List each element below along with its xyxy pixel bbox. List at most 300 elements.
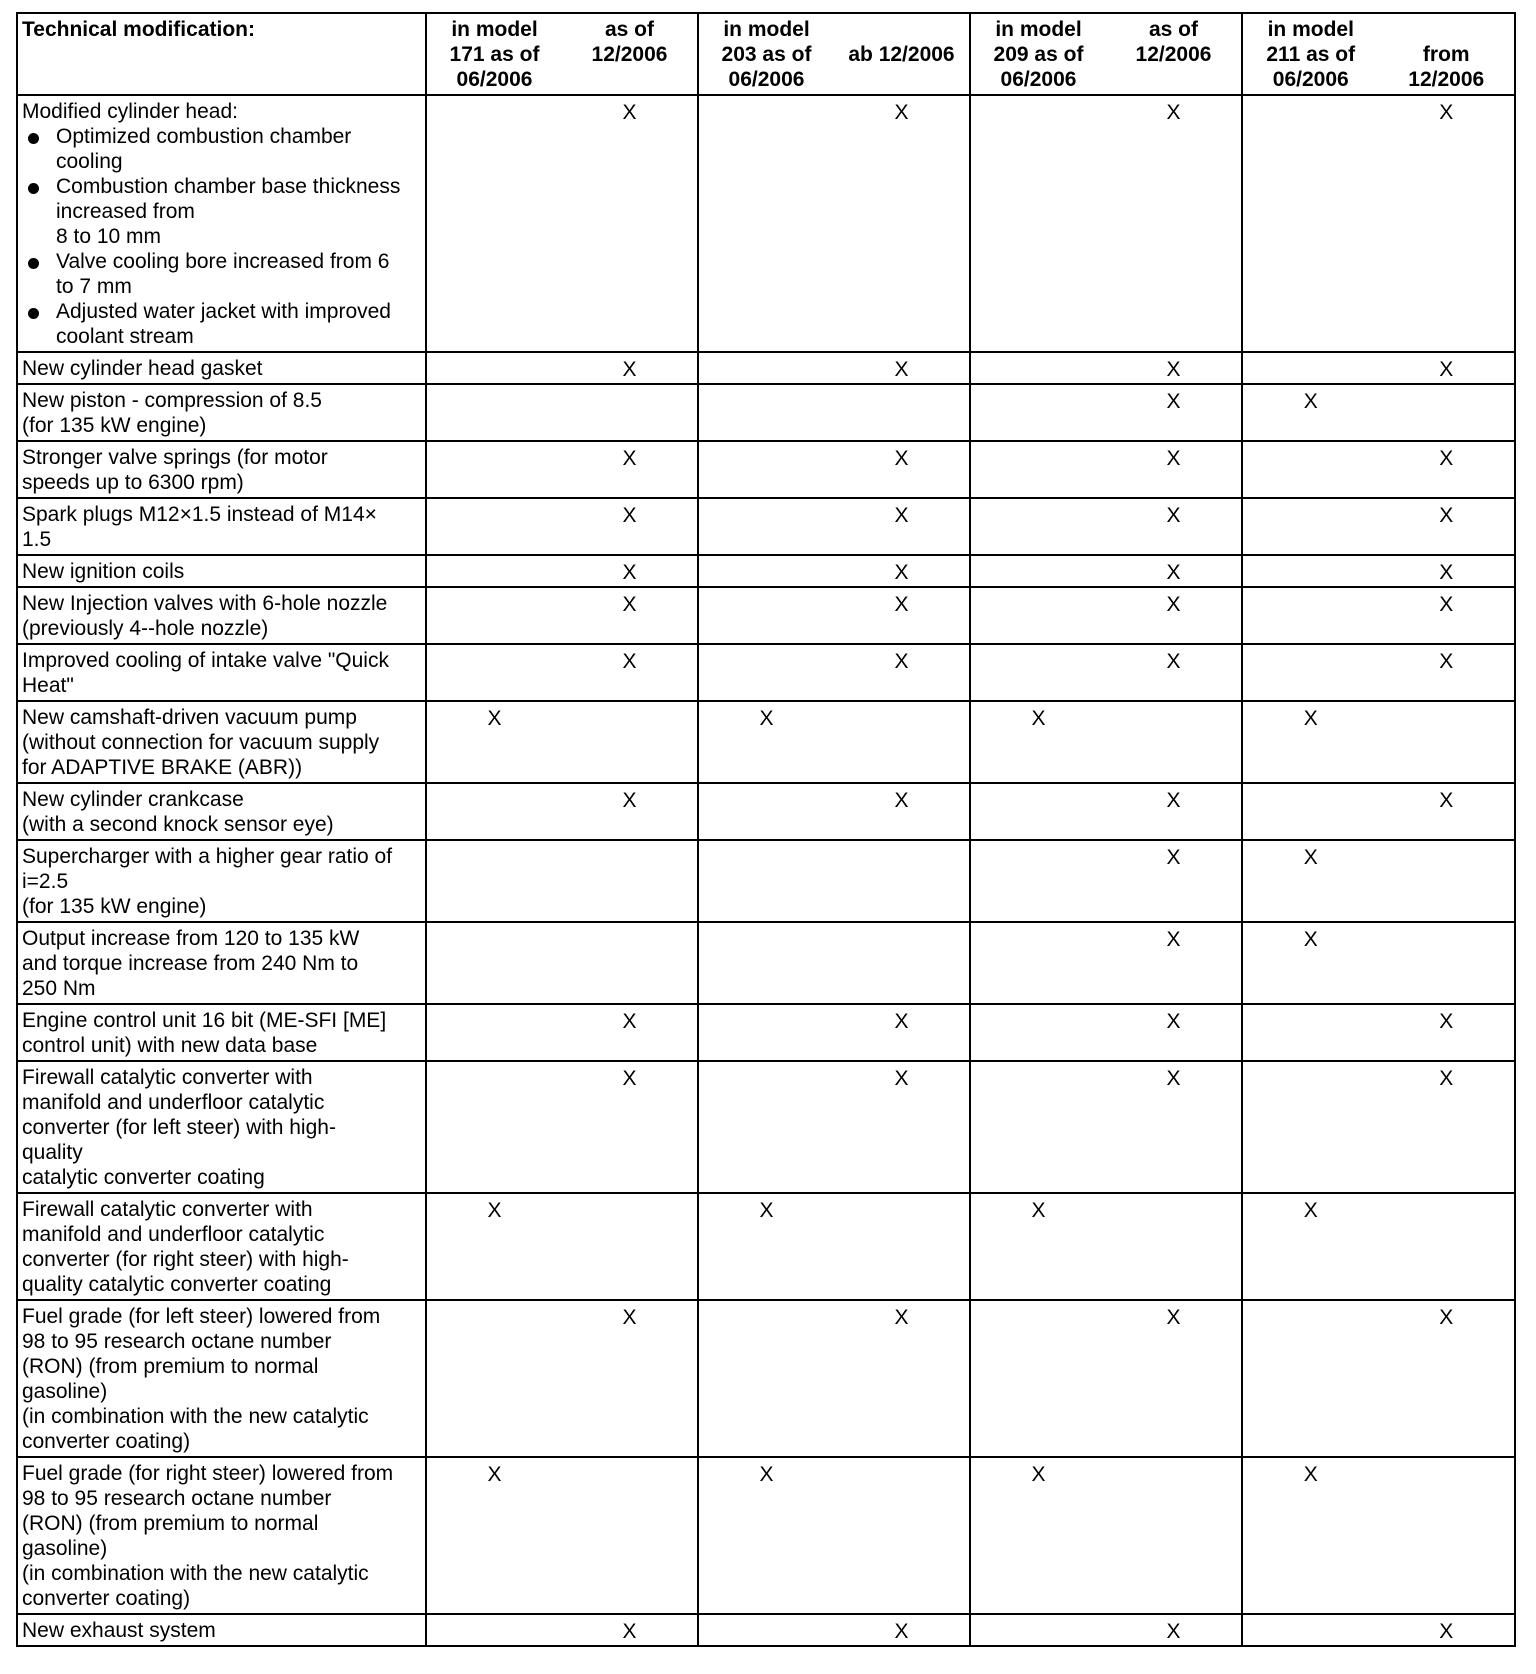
modification-description [17,352,426,384]
x-mark: X [622,358,637,381]
model-cell-group-0 [426,555,698,587]
mark-cell [427,702,562,731]
model-cell-group-2 [970,384,1242,441]
x-mark: X [622,789,637,812]
model-cell-group-0 [426,441,698,498]
model-cell-group-0 [426,644,698,701]
mark-cell [1243,702,1379,731]
model-cell-group-3 [1242,587,1515,644]
bullet-line: Valve cooling bore increased from 6 [56,250,390,273]
model-cell-group-2 [970,1457,1242,1614]
x-mark: X [1166,561,1181,584]
x-mark: X [1166,846,1181,869]
x-mark: X [1166,928,1181,951]
mark-cell [1243,499,1379,528]
mark-cell [1379,385,1515,414]
model-cell-group-2 [970,1061,1242,1193]
mark-cell [699,353,834,382]
modification-description [17,587,426,644]
model-cell-group-0 [426,95,698,352]
mark-cell [971,1005,1106,1034]
model-cell-group-0 [426,498,698,555]
description-line: Engine control unit 16 bit (ME-SFI [ME] [22,1009,387,1032]
x-mark: X [1166,593,1181,616]
modification-description [17,555,426,587]
mark-cell [971,385,1106,414]
mark-cell [427,499,562,528]
description-line: Fuel grade (for right steer) lowered from [22,1462,394,1485]
mark-cell [834,923,969,927]
x-mark: X [1166,650,1181,673]
bullet-line: Adjusted water jacket with improved [56,300,391,323]
description-line: New cylinder head gasket [22,357,263,380]
x-mark: X [622,1010,637,1033]
mark-cell [834,1458,969,1487]
x-mark: X [1303,707,1318,730]
model-cell-group-0 [426,922,698,1004]
mark-cell [971,353,1106,382]
model-cell-group-2 [970,587,1242,644]
x-mark: X [1166,1067,1181,1090]
description-line: converter coating) [22,1430,191,1453]
mark-cell [1379,784,1515,813]
description-line: New Injection valves with 6-hole nozzle [22,592,388,615]
x-mark: X [1439,358,1454,381]
bullet-line: to 7 mm [56,275,132,298]
mark-cell [834,1615,969,1644]
model-cell-group-0 [426,1193,698,1300]
table-row [17,498,1515,555]
model-cell-group-0 [426,587,698,644]
modification-description [17,1614,426,1646]
model-cell-group-1 [698,498,970,555]
header-171-from-12-2006 [562,14,697,92]
mark-cell [834,1005,969,1034]
mark-cell [427,645,562,674]
mark-cell [562,702,697,731]
mark-cell [427,1194,562,1223]
description-line: gasoline) [22,1380,108,1403]
header-211-from-12-2006 [1379,14,1515,92]
description-line: New ignition coils [22,560,185,583]
model-cell-group-0 [426,1061,698,1193]
x-mark: X [1303,846,1318,869]
header-group-171 [426,13,698,95]
description-line: speeds up to 6300 rpm) [22,471,244,494]
x-mark: X [894,447,909,470]
model-cell-group-0 [426,352,698,384]
model-cell-group-2 [970,95,1242,352]
table-row [17,1193,1515,1300]
model-cell-group-3 [1242,922,1515,1004]
mark-cell [1106,702,1241,731]
model-cell-group-1 [698,1614,970,1646]
header-text: 209 as of [993,43,1084,66]
header-group-209 [970,13,1242,95]
mark-cell [834,499,969,528]
table-row [17,701,1515,783]
mark-cell [834,841,969,845]
mark-cell [971,1458,1106,1487]
x-mark: X [622,447,637,470]
x-mark: X [1439,1306,1454,1329]
model-cell-group-1 [698,1061,970,1193]
model-cell-group-3 [1242,1193,1515,1300]
header-text: 12/2006 [1408,68,1485,91]
mark-cell [971,645,1106,674]
modification-description [17,1061,426,1193]
mark-cell [562,96,697,125]
model-cell-group-0 [426,840,698,922]
header-text: 06/2006 [728,68,805,91]
header-text: in model [723,18,810,41]
bullet-item [22,299,421,349]
mark-cell [427,556,562,585]
model-cell-group-3 [1242,352,1515,384]
description-line: (RON) (from premium to normal [22,1512,319,1535]
model-cell-group-1 [698,95,970,352]
mark-cell [562,588,697,617]
description-line: quality [22,1141,83,1164]
model-cell-group-3 [1242,840,1515,922]
mark-cell [562,385,697,389]
mark-cell [1379,1458,1515,1487]
description-line: (in combination with the new catalytic [22,1562,369,1585]
mark-cell [562,1458,697,1487]
model-cell-group-1 [698,922,970,1004]
mark-cell [1243,923,1379,952]
mark-cell [1106,1458,1241,1487]
x-mark: X [1439,1010,1454,1033]
mark-cell [699,499,834,528]
mark-cell [562,841,697,845]
model-cell-group-2 [970,441,1242,498]
model-cell-group-2 [970,701,1242,783]
x-mark: X [1439,561,1454,584]
mark-cell [699,841,834,845]
model-cell-group-1 [698,840,970,922]
model-cell-group-1 [698,1004,970,1061]
header-209-from-12-2006 [1106,14,1241,92]
header-text: 06/2006 [1272,68,1349,91]
header-group-203 [698,13,970,95]
x-mark: X [1166,1620,1181,1643]
mark-cell [971,784,1106,813]
x-mark: X [622,561,637,584]
mark-cell [1379,96,1515,125]
mark-cell [1243,385,1379,414]
header-text: in model [995,18,1082,41]
model-cell-group-2 [970,555,1242,587]
modification-description [17,1457,426,1614]
mark-cell [1379,702,1515,731]
table-row [17,840,1515,922]
x-mark: X [894,101,909,124]
header-text: 171 as of [449,43,540,66]
x-mark: X [1439,789,1454,812]
description-line: 98 to 95 research octane number [22,1487,332,1510]
x-mark: X [1303,1463,1318,1486]
description-line: gasoline) [22,1537,108,1560]
mark-cell [971,442,1106,471]
mark-cell [427,1301,562,1330]
x-mark: X [622,1067,637,1090]
description-line: converter (for left steer) with high- [22,1116,336,1139]
x-mark: X [894,593,909,616]
description-line: converter coating) [22,1587,191,1610]
mark-cell [1379,1005,1515,1034]
description-line: New piston - compression of 8.5 [22,389,322,412]
mark-cell [1106,841,1241,870]
mark-cell [699,1615,834,1644]
mark-cell [562,923,697,927]
model-cell-group-3 [1242,701,1515,783]
modification-description [17,783,426,840]
x-mark: X [1439,101,1454,124]
description-line: New exhaust system [22,1619,216,1642]
mark-cell [1106,645,1241,674]
header-171-from-06-2006 [427,14,562,92]
description-line: Modified cylinder head: [22,100,238,123]
mark-cell [834,96,969,125]
mark-cell [562,784,697,813]
model-cell-group-1 [698,1457,970,1614]
model-cell-group-2 [970,1004,1242,1061]
mark-cell [1243,353,1379,382]
model-cell-group-3 [1242,1614,1515,1646]
model-cell-group-1 [698,555,970,587]
x-mark: X [1166,1306,1181,1329]
model-cell-group-1 [698,587,970,644]
mark-cell [699,1062,834,1091]
mark-cell [699,1301,834,1330]
model-cell-group-1 [698,1193,970,1300]
x-mark: X [1303,390,1318,413]
bullet-item [22,124,421,174]
header-text: 203 as of [721,43,812,66]
x-mark: X [1166,504,1181,527]
bullet-item [22,174,421,249]
bullet-line: 8 to 10 mm [56,225,162,248]
x-mark: X [487,707,502,730]
bullet-line: coolant stream [56,325,194,348]
mark-cell [1379,923,1515,952]
mark-cell [1243,645,1379,674]
header-row [17,13,1515,95]
x-mark: X [487,1199,502,1222]
x-mark: X [1166,789,1181,812]
mark-cell [1106,1301,1241,1330]
mark-cell [427,784,562,813]
description-line: Output increase from 120 to 135 kW [22,927,360,950]
header-group-211 [1242,13,1515,95]
model-cell-group-0 [426,1614,698,1646]
x-mark: X [1439,593,1454,616]
description-line: (in combination with the new catalytic [22,1405,369,1428]
x-mark: X [1031,1463,1046,1486]
x-mark: X [894,1620,909,1643]
mark-cell [562,645,697,674]
modification-description [17,384,426,441]
description-line: Spark plugs M12×1.5 instead of M14× [22,503,377,526]
mark-cell [427,923,562,927]
model-cell-group-2 [970,1614,1242,1646]
description-line: 1.5 [22,528,52,551]
x-mark: X [759,707,774,730]
mark-cell [699,588,834,617]
x-mark: X [1031,707,1046,730]
description-line: Stronger valve springs (for motor [22,446,328,469]
mark-cell [1106,1005,1241,1034]
mark-cell [1379,556,1515,585]
x-mark: X [622,1306,637,1329]
table-row [17,1300,1515,1457]
mark-cell [1106,588,1241,617]
model-cell-group-0 [426,1457,698,1614]
mark-cell [1243,556,1379,585]
mark-cell [834,556,969,585]
mark-cell [699,784,834,813]
mark-cell [834,588,969,617]
mark-cell [1379,442,1515,471]
mark-cell [699,96,834,125]
model-cell-group-0 [426,1004,698,1061]
header-text: 12/2006 [1135,43,1212,66]
x-mark: X [622,593,637,616]
mark-cell [971,1062,1106,1091]
model-cell-group-3 [1242,1061,1515,1193]
model-cell-group-3 [1242,1300,1515,1457]
header-text: ab 12/2006 [848,43,955,66]
mark-cell [834,784,969,813]
mark-cell [834,702,969,731]
mark-cell [971,556,1106,585]
description-line: manifold and underfloor catalytic [22,1091,325,1114]
x-mark: X [1439,1067,1454,1090]
header-text: as of [604,18,654,41]
mark-cell [1379,841,1515,870]
mark-cell [699,556,834,585]
model-cell-group-2 [970,922,1242,1004]
header-title: Technical modification: [17,13,426,95]
x-mark: X [487,1463,502,1486]
x-mark: X [894,650,909,673]
mark-cell [1243,96,1379,125]
mark-cell [1106,923,1241,952]
model-cell-group-1 [698,441,970,498]
x-mark: X [622,1620,637,1643]
model-cell-group-2 [970,783,1242,840]
header-text: 06/2006 [456,68,533,91]
mark-cell [1106,442,1241,471]
table-row [17,1061,1515,1193]
x-mark: X [894,358,909,381]
model-cell-group-3 [1242,498,1515,555]
x-mark: X [1166,447,1181,470]
model-cell-group-2 [970,1300,1242,1457]
header-text: 06/2006 [1000,68,1077,91]
mark-cell [562,499,697,528]
x-mark: X [894,1067,909,1090]
model-cell-group-0 [426,701,698,783]
mark-cell [699,1458,834,1487]
table-row [17,555,1515,587]
x-mark: X [894,1306,909,1329]
mark-cell [1379,588,1515,617]
x-mark: X [1303,1199,1318,1222]
mark-cell [1243,841,1379,870]
description-line: Improved cooling of intake valve "Quick [22,649,389,672]
model-cell-group-1 [698,701,970,783]
table-row [17,587,1515,644]
description-line: quality catalytic converter coating [22,1273,332,1296]
bullet-line: cooling [56,150,123,173]
mark-cell [427,1005,562,1034]
mark-cell [562,1005,697,1034]
modification-description [17,498,426,555]
bullet-item [22,249,421,299]
mark-cell [699,702,834,731]
description-line: control unit) with new data base [22,1034,318,1057]
mark-cell [834,1062,969,1091]
model-cell-group-2 [970,840,1242,922]
mark-cell [971,588,1106,617]
model-cell-group-3 [1242,384,1515,441]
bullet-line: increased from [56,200,195,223]
table-row [17,384,1515,441]
header-209-from-06-2006 [971,14,1106,92]
mark-cell [834,1301,969,1330]
mark-cell [1243,784,1379,813]
mark-cell [971,1194,1106,1223]
table-row [17,352,1515,384]
model-cell-group-0 [426,384,698,441]
x-mark: X [894,504,909,527]
model-cell-group-3 [1242,95,1515,352]
x-mark: X [894,1010,909,1033]
description-line: 98 to 95 research octane number [22,1330,332,1353]
table-row [17,1004,1515,1061]
technical-modification-sheet [16,12,1514,1647]
bullet-line: Optimized combustion chamber [56,125,352,148]
description-line: (with a second knock sensor eye) [22,813,334,836]
table-body [17,95,1515,1646]
mark-cell [427,385,562,389]
mark-cell [971,702,1106,731]
x-mark: X [1439,504,1454,527]
model-cell-group-3 [1242,644,1515,701]
modification-description [17,95,426,352]
mark-cell [834,385,969,389]
model-cell-group-3 [1242,783,1515,840]
mark-cell [1106,1615,1241,1644]
mark-cell [427,1458,562,1487]
header-text: 12/2006 [591,43,668,66]
mark-cell [1243,1194,1379,1223]
mark-cell [562,442,697,471]
x-mark: X [622,504,637,527]
mark-cell [562,556,697,585]
x-mark: X [1166,358,1181,381]
table-row [17,1457,1515,1614]
mark-cell [1106,385,1241,414]
mark-cell [1243,442,1379,471]
mark-cell [427,96,562,125]
mark-cell [834,645,969,674]
description-line: (RON) (from premium to normal [22,1355,319,1378]
mark-cell [699,1194,834,1223]
mark-cell [562,1194,697,1223]
